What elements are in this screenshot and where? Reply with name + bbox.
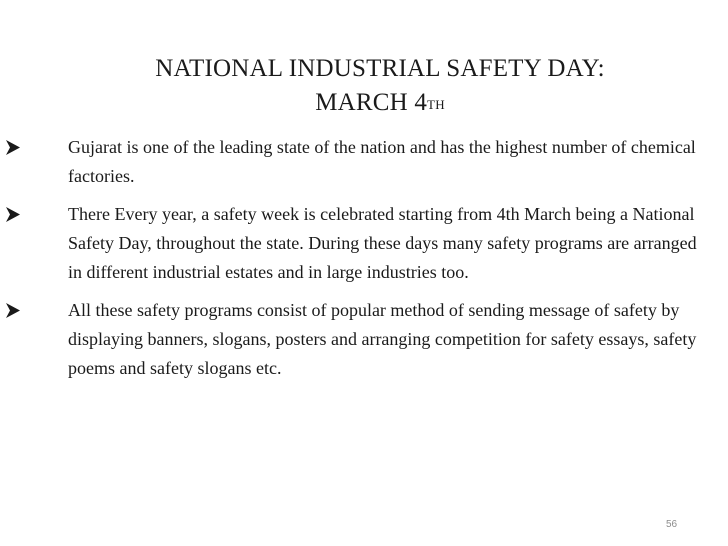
bullet-item [6,133,711,191]
page-number: 56 [666,519,678,530]
bullet-text: All these safety programs consist of popular method of sending message of safety by displaying banners, slogans, posters and arranging competition for safety essays, safety poems and safety slogans etc. [68,300,697,378]
title-line-2 [0,86,728,120]
bullet-list [6,133,711,392]
title-line-1: NATIONAL INDUSTRIAL SAFETY DAY: [155,55,605,82]
arrow-bullet-icon [6,133,20,162]
bullet-text: There Every year, a safety week is celebrated starting from 4th March being a National Safety Day, throughout the state. During these days many safety programs are arranged in different industrial estates and in large industries too. [68,204,697,282]
arrow-bullet-icon [6,200,20,229]
bullet-item [6,200,711,287]
bullet-item [6,296,711,383]
slide-title [0,52,728,120]
title-superscript: TH [427,97,445,112]
arrow-bullet-icon [6,296,20,325]
bullet-text: Gujarat is one of the leading state of the nation and has the highest number of chemical factories. [68,137,696,186]
title-date: MARCH 4 [315,89,428,116]
